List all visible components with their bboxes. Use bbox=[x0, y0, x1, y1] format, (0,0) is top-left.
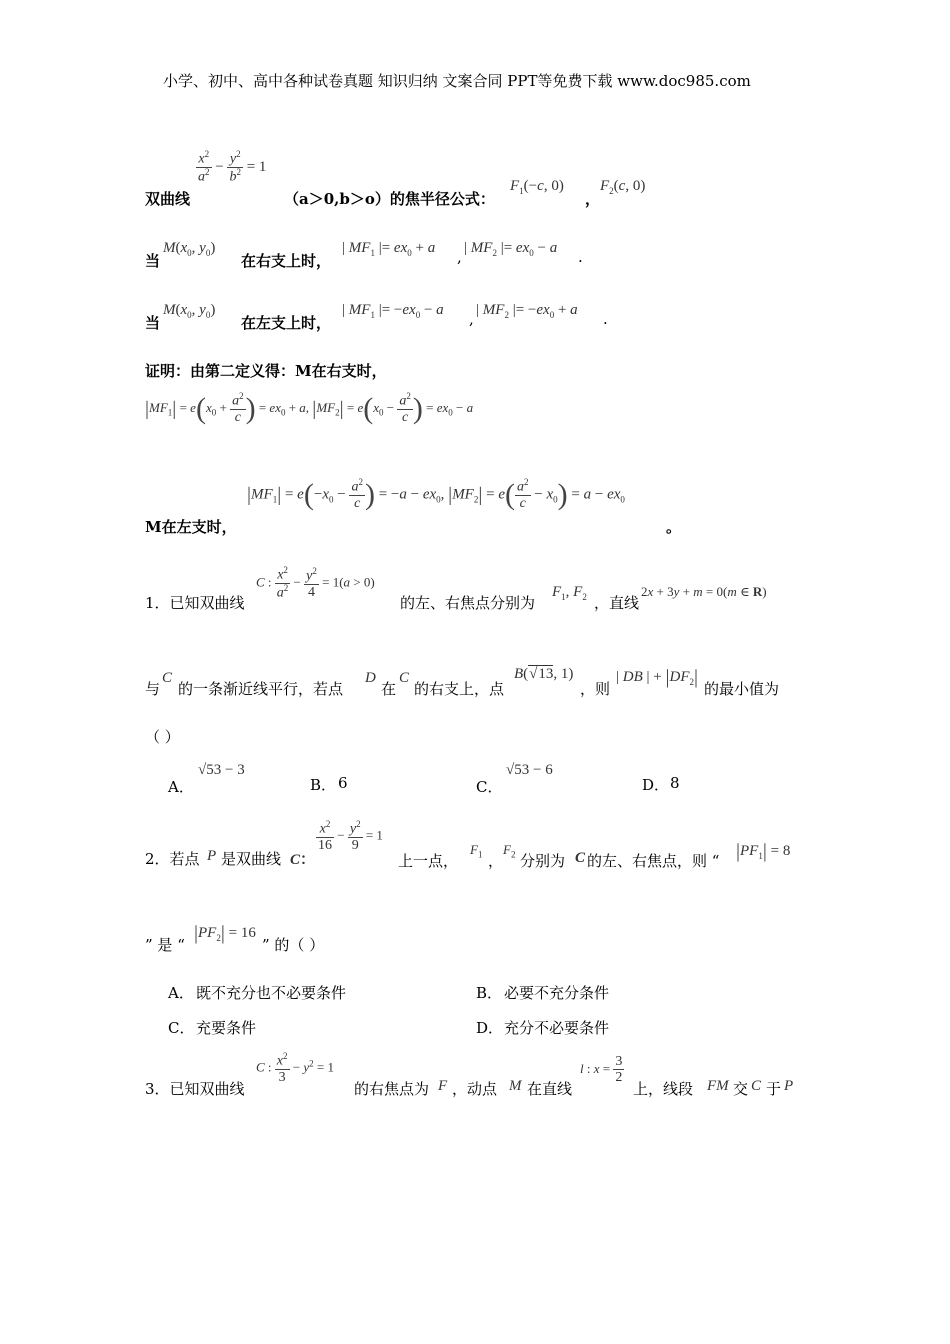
q1-option-d: 8 bbox=[670, 774, 680, 792]
right-branch-mf2: | $MF_2$ |= $ex_0 - a$ bbox=[464, 240, 558, 258]
focus-f2: $F_2(c$, 0) bbox=[600, 178, 646, 196]
q2-text-1: 是双曲线 bbox=[221, 850, 282, 868]
right-branch-sep: , bbox=[457, 248, 462, 266]
q1-option-d-label: D． bbox=[642, 776, 670, 794]
q2-p: P bbox=[207, 848, 217, 864]
q2-text-3: ， bbox=[488, 852, 504, 870]
q1-option-a: √53 − 3 bbox=[198, 762, 245, 778]
q1-text-8: 的最小值为 bbox=[704, 680, 780, 698]
focus-f1: $F_1(-c$, 0) bbox=[510, 178, 564, 196]
q1-d: D bbox=[365, 670, 376, 686]
left-branch-text: 在左支上时， bbox=[241, 314, 332, 332]
q2-c: C： bbox=[290, 852, 316, 868]
q1-c-1: C bbox=[162, 670, 173, 686]
proof-left-formula: $|MF_1| = e(-x_0$ − $\frac{a^2}{c}$ ) = $-a - ex_0$, $|MF_2| = e$( $\frac{a^2}{c}$ − $x_0) = a - ex_0$ bbox=[247, 477, 625, 512]
right-branch-mf1: | $MF_1$ |= $ex_0 + a$ bbox=[342, 240, 436, 258]
q3-text-1: 的右焦点为 bbox=[354, 1080, 430, 1098]
q2-pf2: $|PF_2| = 16$ bbox=[194, 922, 256, 944]
q2-c-2: C bbox=[575, 850, 586, 866]
q1-foci: $F_1$, $F_2$ bbox=[552, 584, 587, 602]
hyperbola-equation: $\frac{x^2}{a^2}$ − $\frac{y^2}{b^2}$ = 1 bbox=[198, 149, 267, 185]
proof-period: 。 bbox=[666, 518, 682, 536]
q3-number: 3．已知双曲线 bbox=[145, 1080, 245, 1098]
q2-f1: $F_1$ bbox=[470, 842, 483, 860]
q3-f: F bbox=[438, 1078, 448, 1094]
right-branch-prefix: 当 bbox=[145, 252, 161, 270]
q3-text-3: 在直线 bbox=[527, 1080, 573, 1098]
q3-m: M bbox=[509, 1078, 522, 1094]
hyperbola-label: 双曲线 bbox=[145, 190, 191, 208]
q3-text-6: 于 bbox=[766, 1080, 782, 1098]
q1-text-5: 在 bbox=[381, 680, 397, 698]
q2-text-7: ” 的（ ） bbox=[262, 936, 325, 954]
q2-text-2: 上一点， bbox=[398, 852, 459, 870]
q2-text-6: ” 是 “ bbox=[145, 936, 185, 954]
left-branch-sep: , bbox=[469, 310, 474, 328]
q3-fm: FM bbox=[707, 1078, 729, 1094]
q3-text-2: ，动点 bbox=[452, 1080, 498, 1098]
q1-paren: （ ） bbox=[145, 728, 180, 746]
q1-text-3: 与 bbox=[145, 680, 161, 698]
q1-text-1: 的左、右焦点分别为 bbox=[400, 594, 536, 612]
q1-option-a-label: A． bbox=[168, 778, 194, 796]
q1-point-b: B(√13, 1) bbox=[514, 666, 574, 682]
intro-comma: ， bbox=[585, 190, 601, 208]
q2-option-c-label: C． bbox=[168, 1019, 195, 1037]
q1-text-7: ，则 bbox=[580, 680, 611, 698]
q2-number: 2．若点 bbox=[145, 850, 200, 868]
page-header: 小学、初中、高中各种试卷真题 知识归纳 文案合同 PPT等免费下载 www.doc985.com bbox=[163, 72, 751, 90]
q2-text-5: 的左、右焦点，则 “ bbox=[587, 852, 720, 870]
q2-option-d-label: D． bbox=[476, 1019, 504, 1037]
q2-option-b: 必要不充分条件 bbox=[504, 984, 610, 1002]
q2-text-4: 分别为 bbox=[520, 852, 566, 870]
q1-c-2: C bbox=[399, 670, 410, 686]
q1-text-4: 的一条渐近线平行，若点 bbox=[178, 680, 344, 698]
right-branch-text: 在右支上时， bbox=[241, 252, 332, 270]
q2-f2: $F_2$ bbox=[503, 842, 516, 860]
right-branch-end: . bbox=[578, 248, 583, 266]
left-branch-prefix: 当 bbox=[145, 314, 161, 332]
proof-line-1: 证明：由第二定义得：M在右支时， bbox=[145, 362, 387, 380]
q1-text-2: ，直线 bbox=[594, 594, 640, 612]
q2-hyperbola: $\frac{x^2}{16}$ − $\frac{y^2}{9}$ = 1 bbox=[318, 819, 383, 854]
q1-option-b: 6 bbox=[338, 774, 348, 792]
proof-line-2-label: M在左支时， bbox=[145, 518, 237, 536]
q1-text-6: 的右支上，点 bbox=[414, 680, 505, 698]
q3-hyperbola: C : $\frac{x^2}{3}$ − $y^2 = 1$ bbox=[256, 1051, 334, 1086]
q3-p: P bbox=[784, 1078, 794, 1094]
q3-line: l : x = $\frac{3}{2}$ bbox=[580, 1054, 623, 1086]
q2-pf1: $|PF_1| = 8$ bbox=[736, 840, 791, 862]
q1-hyperbola: C : $\frac{x^2}{a^2}$ − $\frac{y^2}{4}$ = 1(a > 0) bbox=[256, 565, 375, 601]
hyperbola-condition: （a＞0,b＞o）的焦半径公式： bbox=[284, 190, 495, 208]
left-branch-mf2: | $MF_2$ |= $-ex_0 + a$ bbox=[476, 302, 578, 320]
q3-text-5: 交 bbox=[733, 1080, 749, 1098]
q1-number: 1．已知双曲线 bbox=[145, 594, 245, 612]
point-m-right: $M(x_0$, $y_0$) bbox=[163, 240, 216, 258]
left-branch-end: . bbox=[603, 310, 608, 328]
q1-option-c-label: C． bbox=[476, 778, 503, 796]
q2-option-d: 充分不必要条件 bbox=[504, 1019, 610, 1037]
point-m-left: $M(x_0$, $y_0$) bbox=[163, 302, 216, 320]
q1-line: 2x + 3y + m = 0(m ∈ R) bbox=[641, 584, 767, 599]
q1-option-b-label: B． bbox=[310, 776, 337, 794]
q2-option-a-label: A． bbox=[168, 984, 194, 1002]
q2-option-c: 充要条件 bbox=[196, 1019, 257, 1037]
q3-text-4: 上，线段 bbox=[633, 1080, 694, 1098]
q1-option-c: √53 − 6 bbox=[506, 762, 553, 778]
q3-c: C bbox=[751, 1078, 762, 1094]
left-branch-mf1: | $MF_1$ |= $-ex_0 - a$ bbox=[342, 302, 444, 320]
q2-option-a: 既不充分也不必要条件 bbox=[196, 984, 347, 1002]
q2-option-b-label: B． bbox=[476, 984, 503, 1002]
proof-right-formula: $|MF_1| = e(x_0$ + $\frac{a^2}{c}$ ) = $ex_0 + a$, $|MF_2| = e(x_0$ − $\frac{a^2}{c}$ ) = $ex_0 - a$ bbox=[145, 391, 474, 426]
q1-expression: | DB | + $|DF_2|$ bbox=[616, 666, 699, 688]
